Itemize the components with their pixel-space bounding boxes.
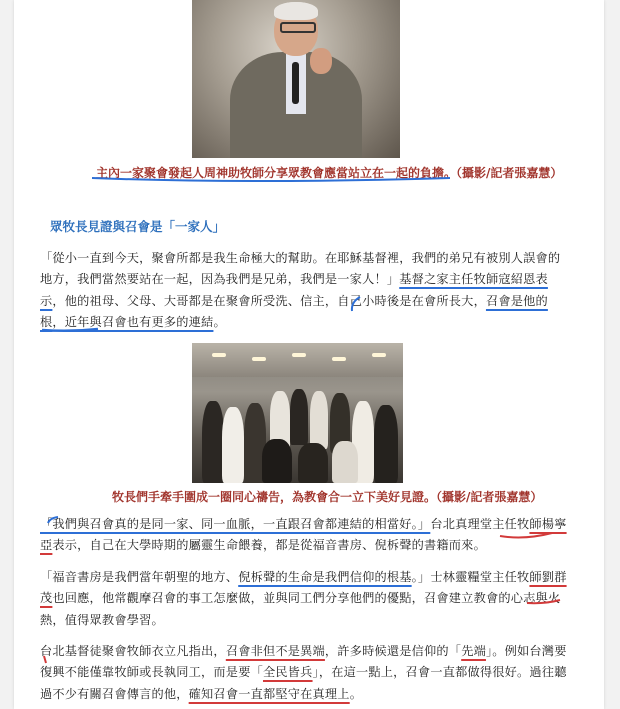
para1-text: ，他的祖母、父母、大哥都是在聚會所受洗、信主，自己小時後是在會所長大， bbox=[52, 293, 486, 308]
paragraph-3 bbox=[40, 567, 572, 631]
para3-quote-start: 「福音書房是我們當年朝聖的地方、 bbox=[40, 570, 239, 584]
para1-root: 召會是他的根 bbox=[40, 293, 548, 330]
para3-speaker-prefix: 。」士林靈糧堂主任牧 bbox=[411, 570, 530, 584]
para2-quote: 「我們與召會真的是同一家、同一血脈，一直跟召會都連結的相當好。」 bbox=[40, 517, 431, 531]
para1-connection: 近年與召會也有更多的連結 bbox=[64, 315, 214, 330]
paragraph-2 bbox=[40, 514, 572, 557]
para2-text: 表示，自己在大學時期的屬靈生命餵養，都是從福音書房、倪柝聲的書籍而來。 bbox=[52, 538, 486, 553]
para2-speaker-name: 師楊寧亞 bbox=[40, 517, 567, 553]
speaker-photo bbox=[192, 0, 400, 158]
para1-speaker: 基督之家主任牧師寇紹恩表示 bbox=[40, 272, 548, 308]
para3-foundation: 倪柝聲的生命是我們信仰的根基 bbox=[238, 570, 412, 584]
para4-not-heresy: 召會非但不是異端 bbox=[225, 644, 325, 658]
section-heading: 眾牧長見證與召會是「一家人」 bbox=[50, 219, 226, 234]
photo2-caption: 牧長們手牽手圍成一圈同心禱告，為教會合一立下美好見證。（攝影/記者張嘉慧） bbox=[112, 490, 543, 504]
para4-text1: ，許多時候還是信仰的「 bbox=[324, 644, 462, 658]
para4-truth: 確知召會一直都堅守在真理上 bbox=[188, 686, 350, 701]
para3-speaker-name: 師劉群茂 bbox=[40, 570, 567, 606]
para1-quote: 「從小一直到今天，聚會所都是我生命極大的幫助。在耶穌基督裡，我們的弟兄有被別人誤會的地方，我們當然要站在一起，因為我們是兄弟，我們是一家人！」 bbox=[40, 251, 561, 287]
paragraph-1 bbox=[40, 248, 572, 334]
para4-intro: 台北基督徒聚會牧師衣立凡指出， bbox=[40, 644, 226, 658]
para1-end: 。 bbox=[213, 315, 226, 330]
prayer-circle-photo bbox=[192, 343, 403, 483]
para4-all-soldiers: 全民皆兵 bbox=[262, 665, 313, 680]
para4-end: 。 bbox=[349, 686, 363, 701]
para4-forefront: 先端 bbox=[461, 644, 486, 658]
paragraph-4 bbox=[40, 641, 572, 705]
para4-text2: 」。例如台灣要復興不能僅靠牧師或長執同工，而是要「 bbox=[40, 644, 567, 680]
para4-text3: 」，在這一點上，召會一直都做得很好。過往聽過不少有關召會傳言的他， bbox=[40, 665, 567, 701]
para3-text: 也回應，他常觀摩召會的事工怎麼做，並與同工們分享他們的優點，召會建立教會的心志與火熱，值得眾教會學習。 bbox=[40, 591, 561, 627]
para2-speaker-prefix: 台北真理堂主任牧 bbox=[430, 517, 530, 531]
para1-comma: ， bbox=[52, 315, 65, 330]
photo1-caption: 主內一家聚會發起人周神助牧師分享眾教會應當站立在一起的負擔。（攝影/記者張嘉慧） bbox=[96, 166, 563, 180]
